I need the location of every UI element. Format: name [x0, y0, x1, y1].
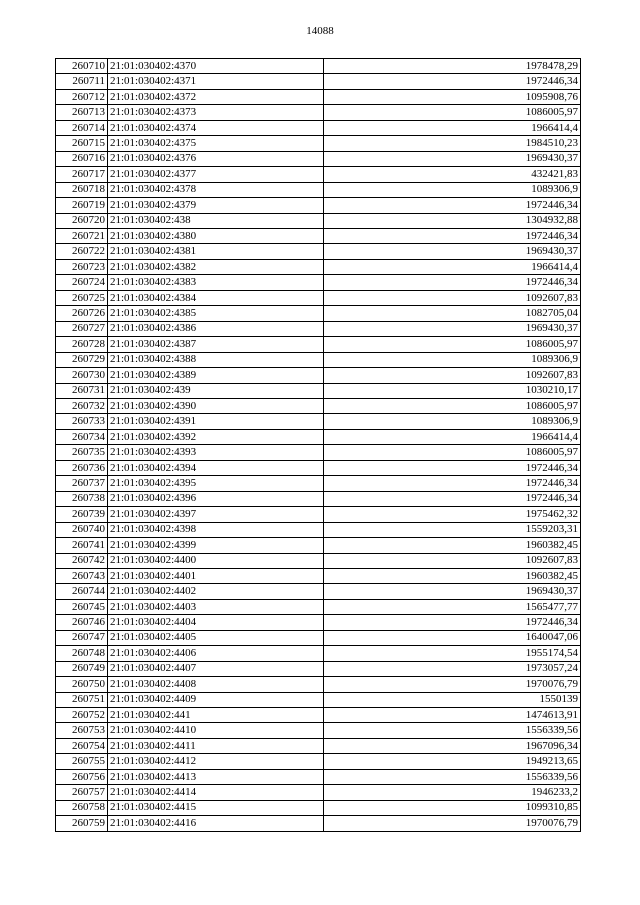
row-number-cell: 260744 [56, 584, 108, 599]
cadastral-value-cell: 1086005,97 [324, 398, 581, 413]
table-row [56, 306, 581, 321]
cadastral-value-cell: 1095908,76 [324, 89, 581, 104]
table-row [56, 89, 581, 104]
row-number-cell: 260725 [56, 290, 108, 305]
cadastral-number-cell: 21:01:030402:4413 [108, 769, 324, 784]
table-row [56, 692, 581, 707]
row-number-cell: 260757 [56, 785, 108, 800]
page-number: 14088 [306, 25, 334, 37]
table-row [56, 321, 581, 336]
cadastral-value-cell: 1089306,9 [324, 414, 581, 429]
cadastral-number-cell: 21:01:030402:4401 [108, 568, 324, 583]
cadastral-value-cell: 1972446,34 [324, 460, 581, 475]
row-number-cell: 260741 [56, 538, 108, 553]
cadastral-value-cell: 1960382,45 [324, 568, 581, 583]
cadastral-number-cell: 21:01:030402:4379 [108, 198, 324, 213]
cadastral-number-cell: 21:01:030402:4399 [108, 538, 324, 553]
cadastral-value-cell: 1565477,77 [324, 599, 581, 614]
cadastral-value-cell: 1966414,4 [324, 120, 581, 135]
cadastral-value-cell: 1967096,34 [324, 738, 581, 753]
cadastral-value-cell: 1972446,34 [324, 476, 581, 491]
table-row [56, 785, 581, 800]
row-number-cell: 260759 [56, 816, 108, 831]
table-row [56, 59, 581, 74]
cadastral-number-cell: 21:01:030402:441 [108, 708, 324, 723]
cadastral-value-cell: 1978478,29 [324, 59, 581, 74]
cadastral-value-cell: 1640047,06 [324, 630, 581, 645]
table-row [56, 661, 581, 676]
cadastral-number-cell: 21:01:030402:4371 [108, 74, 324, 89]
cadastral-number-cell: 21:01:030402:439 [108, 383, 324, 398]
table-row [56, 198, 581, 213]
table-row [56, 460, 581, 475]
cadastral-value-cell: 1082705,04 [324, 306, 581, 321]
cadastral-number-cell: 21:01:030402:4407 [108, 661, 324, 676]
cadastral-number-cell: 21:01:030402:4381 [108, 244, 324, 259]
row-number-cell: 260746 [56, 615, 108, 630]
row-number-cell: 260714 [56, 120, 108, 135]
cadastral-number-cell: 21:01:030402:4392 [108, 429, 324, 444]
table-row [56, 708, 581, 723]
row-number-cell: 260712 [56, 89, 108, 104]
cadastral-number-cell: 21:01:030402:4374 [108, 120, 324, 135]
cadastral-number-cell: 21:01:030402:4393 [108, 445, 324, 460]
row-number-cell: 260728 [56, 337, 108, 352]
cadastral-value-cell: 1089306,9 [324, 352, 581, 367]
table-row [56, 476, 581, 491]
cadastral-number-cell: 21:01:030402:4391 [108, 414, 324, 429]
cadastral-number-cell: 21:01:030402:4390 [108, 398, 324, 413]
cadastral-value-cell: 1972446,34 [324, 275, 581, 290]
row-number-cell: 260735 [56, 445, 108, 460]
cadastral-number-cell: 21:01:030402:4388 [108, 352, 324, 367]
cadastral-value-cell: 1972446,34 [324, 198, 581, 213]
row-number-cell: 260713 [56, 105, 108, 120]
row-number-cell: 260732 [56, 398, 108, 413]
cadastral-number-cell: 21:01:030402:4375 [108, 136, 324, 151]
cadastral-value-cell: 1089306,9 [324, 182, 581, 197]
table-row [56, 723, 581, 738]
cadastral-value-cell: 1092607,83 [324, 368, 581, 383]
cadastral-number-cell: 21:01:030402:4377 [108, 167, 324, 182]
row-number-cell: 260756 [56, 769, 108, 784]
row-number-cell: 260731 [56, 383, 108, 398]
cadastral-number-cell: 21:01:030402:4398 [108, 522, 324, 537]
row-number-cell: 260736 [56, 460, 108, 475]
table-row [56, 151, 581, 166]
table-row [56, 244, 581, 259]
cadastral-number-cell: 21:01:030402:4409 [108, 692, 324, 707]
table-row [56, 568, 581, 583]
row-number-cell: 260718 [56, 182, 108, 197]
cadastral-value-cell: 1946233,2 [324, 785, 581, 800]
row-number-cell: 260734 [56, 429, 108, 444]
cadastral-value-cell: 1966414,4 [324, 259, 581, 274]
row-number-cell: 260719 [56, 198, 108, 213]
table-row [56, 646, 581, 661]
table-row [56, 120, 581, 135]
table-row [56, 259, 581, 274]
cadastral-number-cell: 21:01:030402:4384 [108, 290, 324, 305]
cadastral-number-cell: 21:01:030402:4403 [108, 599, 324, 614]
table-row [56, 398, 581, 413]
row-number-cell: 260758 [56, 800, 108, 815]
row-number-cell: 260723 [56, 259, 108, 274]
cadastral-value-cell: 1975462,32 [324, 507, 581, 522]
cadastral-number-cell: 21:01:030402:4370 [108, 59, 324, 74]
cadastral-value-cell: 1969430,37 [324, 244, 581, 259]
cadastral-number-cell: 21:01:030402:4394 [108, 460, 324, 475]
table-row [56, 584, 581, 599]
cadastral-value-cell: 1550139 [324, 692, 581, 707]
cadastral-number-cell: 21:01:030402:4376 [108, 151, 324, 166]
row-number-cell: 260752 [56, 708, 108, 723]
row-number-cell: 260753 [56, 723, 108, 738]
table-row [56, 738, 581, 753]
row-number-cell: 260755 [56, 754, 108, 769]
cadastral-value-cell: 1966414,4 [324, 429, 581, 444]
cadastral-number-cell: 21:01:030402:4383 [108, 275, 324, 290]
cadastral-number-cell: 21:01:030402:4382 [108, 259, 324, 274]
row-number-cell: 260738 [56, 491, 108, 506]
cadastral-number-cell: 21:01:030402:4411 [108, 738, 324, 753]
row-number-cell: 260715 [56, 136, 108, 151]
row-number-cell: 260716 [56, 151, 108, 166]
cadastral-number-cell: 21:01:030402:4397 [108, 507, 324, 522]
cadastral-value-cell: 1984510,23 [324, 136, 581, 151]
table-row [56, 414, 581, 429]
cadastral-number-cell: 21:01:030402:4405 [108, 630, 324, 645]
cadastral-value-cell: 1556339,56 [324, 723, 581, 738]
cadastral-number-cell: 21:01:030402:438 [108, 213, 324, 228]
table-row [56, 522, 581, 537]
row-number-cell: 260748 [56, 646, 108, 661]
cadastral-number-cell: 21:01:030402:4408 [108, 677, 324, 692]
row-number-cell: 260727 [56, 321, 108, 336]
cadastral-value-cell: 1955174,54 [324, 646, 581, 661]
row-number-cell: 260726 [56, 306, 108, 321]
cadastral-value-cell: 1086005,97 [324, 337, 581, 352]
cadastral-value-cell: 1092607,83 [324, 290, 581, 305]
cadastral-value-cell: 1969430,37 [324, 321, 581, 336]
row-number-cell: 260730 [56, 368, 108, 383]
cadastral-value-cell: 1972446,34 [324, 615, 581, 630]
table-row [56, 213, 581, 228]
cadastral-value-cell: 1099310,85 [324, 800, 581, 815]
row-number-cell: 260743 [56, 568, 108, 583]
table-row [56, 615, 581, 630]
table-row [56, 507, 581, 522]
cadastral-number-cell: 21:01:030402:4387 [108, 337, 324, 352]
table-row [56, 445, 581, 460]
cadastral-number-cell: 21:01:030402:4385 [108, 306, 324, 321]
table-row [56, 677, 581, 692]
cadastral-value-cell: 1092607,83 [324, 553, 581, 568]
cadastral-value-cell: 1972446,34 [324, 74, 581, 89]
cadastral-number-cell: 21:01:030402:4406 [108, 646, 324, 661]
row-number-cell: 260742 [56, 553, 108, 568]
row-number-cell: 260749 [56, 661, 108, 676]
table-row [56, 337, 581, 352]
table-row [56, 74, 581, 89]
cadastral-number-cell: 21:01:030402:4380 [108, 228, 324, 243]
table-row [56, 816, 581, 831]
row-number-cell: 260739 [56, 507, 108, 522]
row-number-cell: 260711 [56, 74, 108, 89]
cadastral-number-cell: 21:01:030402:4386 [108, 321, 324, 336]
row-number-cell: 260737 [56, 476, 108, 491]
cadastral-value-cell: 1086005,97 [324, 105, 581, 120]
table-row [56, 136, 581, 151]
table-row [56, 630, 581, 645]
cadastral-value-cell: 1973057,24 [324, 661, 581, 676]
cadastral-number-cell: 21:01:030402:4404 [108, 615, 324, 630]
table-row [56, 800, 581, 815]
cadastral-value-table [55, 58, 581, 832]
table-row [56, 275, 581, 290]
cadastral-number-cell: 21:01:030402:4415 [108, 800, 324, 815]
cadastral-value-cell: 1559203,31 [324, 522, 581, 537]
cadastral-value-cell: 1474613,91 [324, 708, 581, 723]
cadastral-value-cell: 1556339,56 [324, 769, 581, 784]
cadastral-value-cell: 1086005,97 [324, 445, 581, 460]
cadastral-value-cell: 1949213,65 [324, 754, 581, 769]
cadastral-value-cell: 1972446,34 [324, 228, 581, 243]
cadastral-number-cell: 21:01:030402:4389 [108, 368, 324, 383]
table-row [56, 599, 581, 614]
cadastral-number-cell: 21:01:030402:4395 [108, 476, 324, 491]
table-row [56, 105, 581, 120]
cadastral-value-cell: 1969430,37 [324, 584, 581, 599]
row-number-cell: 260710 [56, 59, 108, 74]
cadastral-number-cell: 21:01:030402:4396 [108, 491, 324, 506]
cadastral-number-cell: 21:01:030402:4410 [108, 723, 324, 738]
cadastral-number-cell: 21:01:030402:4416 [108, 816, 324, 831]
cadastral-value-cell: 1970076,79 [324, 677, 581, 692]
row-number-cell: 260721 [56, 228, 108, 243]
table-row [56, 491, 581, 506]
table-row [56, 352, 581, 367]
table-row [56, 368, 581, 383]
cadastral-value-cell: 1970076,79 [324, 816, 581, 831]
row-number-cell: 260720 [56, 213, 108, 228]
cadastral-value-cell: 1030210,17 [324, 383, 581, 398]
cadastral-number-cell: 21:01:030402:4400 [108, 553, 324, 568]
row-number-cell: 260745 [56, 599, 108, 614]
table-row [56, 553, 581, 568]
cadastral-number-cell: 21:01:030402:4414 [108, 785, 324, 800]
table-row [56, 290, 581, 305]
cadastral-value-cell: 432421,83 [324, 167, 581, 182]
cadastral-value-cell: 1304932,88 [324, 213, 581, 228]
table-row [56, 769, 581, 784]
cadastral-number-cell: 21:01:030402:4373 [108, 105, 324, 120]
table-row [56, 182, 581, 197]
table-row [56, 167, 581, 182]
cadastral-number-cell: 21:01:030402:4412 [108, 754, 324, 769]
row-number-cell: 260750 [56, 677, 108, 692]
row-number-cell: 260751 [56, 692, 108, 707]
row-number-cell: 260717 [56, 167, 108, 182]
row-number-cell: 260733 [56, 414, 108, 429]
table-row [56, 754, 581, 769]
cadastral-number-cell: 21:01:030402:4402 [108, 584, 324, 599]
cadastral-value-cell: 1960382,45 [324, 538, 581, 553]
table-body [56, 59, 581, 832]
cadastral-value-cell: 1969430,37 [324, 151, 581, 166]
row-number-cell: 260754 [56, 738, 108, 753]
row-number-cell: 260740 [56, 522, 108, 537]
table-row [56, 228, 581, 243]
row-number-cell: 260729 [56, 352, 108, 367]
row-number-cell: 260724 [56, 275, 108, 290]
table-row [56, 383, 581, 398]
cadastral-number-cell: 21:01:030402:4372 [108, 89, 324, 104]
row-number-cell: 260722 [56, 244, 108, 259]
cadastral-value-cell: 1972446,34 [324, 491, 581, 506]
row-number-cell: 260747 [56, 630, 108, 645]
cadastral-number-cell: 21:01:030402:4378 [108, 182, 324, 197]
table-row [56, 538, 581, 553]
table-row [56, 429, 581, 444]
